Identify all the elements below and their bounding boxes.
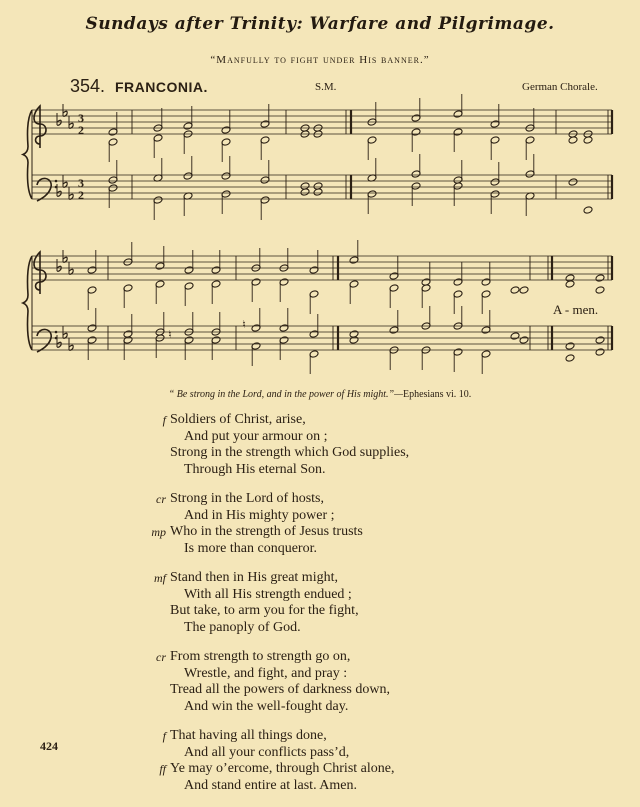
verse-line-text: But take, to arm you for the fight,: [170, 603, 359, 618]
verse-line-text: Strong in the strength which God supplies,: [170, 445, 410, 460]
dynamic-marking: f: [162, 413, 166, 427]
epigraph: “Manfully to fight under His banner.”: [210, 54, 430, 66]
hymn-verses: [151, 412, 590, 807]
dynamic-marking: f: [162, 729, 166, 743]
verse-line-text: From strength to strength go on,: [170, 649, 351, 664]
verse-line-text: And in His mighty power ;: [184, 507, 335, 523]
verse-line: [170, 778, 590, 795]
verse-line: [170, 541, 590, 558]
system-brace: [23, 110, 32, 199]
note-head: [519, 286, 529, 294]
note-head: [510, 286, 520, 294]
bass-clef: [37, 178, 51, 201]
page-title: Sundays after Trinity: Warfare and Pilgrimage.: [85, 14, 555, 34]
flat-sign: [57, 120, 61, 125]
amen-lyric: A - men.: [553, 302, 599, 317]
tune-name: FRANCONIA.: [115, 79, 208, 95]
verse-line-text: With all His strength endued ;: [184, 586, 352, 602]
verse-line: [162, 412, 590, 429]
verse-3: [154, 570, 590, 636]
note-head: [510, 332, 520, 340]
verse-line: [170, 429, 590, 446]
verse-line: [170, 462, 590, 479]
flat-sign: [57, 191, 61, 196]
verse-line: [156, 491, 590, 508]
verse-line-text: Is more than conqueror.: [184, 540, 317, 556]
verse-line-text: Tread all the powers of darkness down,: [170, 682, 390, 697]
verse-line-text: And win the well-fought day.: [184, 698, 349, 714]
flat-sign: [63, 111, 67, 116]
dynamic-marking: cr: [156, 492, 166, 506]
verse-line: [170, 587, 590, 604]
tune-source: German Chorale.: [522, 81, 598, 93]
flat-sign: [69, 345, 73, 350]
note-head: [595, 336, 605, 344]
verse-line-text: Who in the strength of Jesus trusts: [170, 524, 363, 539]
verse-line-text: And put your armour on ;: [184, 428, 328, 444]
note-head: [565, 342, 575, 350]
verse-line-text: Stand then in His great might,: [170, 570, 338, 585]
time-signature: 3: [78, 111, 84, 125]
verse-2: [151, 491, 590, 557]
verse-line-text: And all your conflicts pass’d,: [184, 744, 350, 760]
page-number: 424: [40, 739, 58, 753]
verse-line: [170, 603, 590, 620]
verse-line: [170, 745, 590, 762]
time-signature: 3: [78, 176, 84, 190]
scripture-reference: Ephesians vi. 10.: [402, 389, 472, 400]
note-head: [519, 336, 529, 344]
note-head: [568, 178, 578, 186]
verse-line-text: The panoply of God.: [184, 619, 301, 635]
note-head: [583, 206, 593, 214]
flat-sign: [69, 123, 73, 128]
verse-line: [151, 524, 590, 541]
scripture-text: “ Be strong in the Lord, and in the power of His might.”—: [168, 389, 403, 400]
flat-sign: [63, 257, 67, 262]
bass-clef-dot: [55, 331, 58, 334]
music-score: [0, 0, 640, 385]
verse-line: [170, 699, 590, 716]
note-head: [595, 348, 605, 356]
note-head: [595, 274, 605, 282]
bass-clef-dot: [55, 180, 58, 183]
dynamic-marking: ff: [159, 762, 166, 776]
treble-clef: [34, 106, 46, 148]
time-signature: 2: [78, 188, 84, 202]
verse-line-text: Ye may o’ercome, through Christ alone,: [170, 761, 395, 776]
verse-4: [156, 649, 590, 715]
flat-sign: [57, 342, 61, 347]
flat-sign: [57, 266, 61, 271]
verse-line: [170, 620, 590, 637]
note-head: [565, 354, 575, 362]
verse-line-text: Through His eternal Son.: [184, 461, 326, 477]
verse-line-text: And stand entire at last. Amen.: [184, 777, 358, 793]
treble-clef: [34, 252, 46, 294]
dynamic-marking: mf: [154, 571, 166, 585]
dynamic-marking: mp: [151, 525, 166, 539]
verse-line: [170, 508, 590, 525]
verse-line: [170, 445, 590, 462]
verse-line-text: Soldiers of Christ, arise,: [170, 412, 306, 427]
verse-line: [159, 761, 590, 778]
flat-sign: [63, 182, 67, 187]
hymn-number: 354.: [70, 76, 106, 96]
dynamic-marking: cr: [156, 650, 166, 664]
scripture-quote: [0, 389, 640, 400]
flat-sign: [63, 333, 67, 338]
verse-line-text: Wrestle, and fight, and pray :: [184, 665, 348, 681]
note-head: [595, 286, 605, 294]
bass-clef: [37, 329, 51, 352]
flat-sign: [69, 194, 73, 199]
verse-line: [170, 682, 590, 699]
verse-line: [170, 666, 590, 683]
natural-sign: ♮: [242, 318, 246, 331]
meter: S.M.: [315, 81, 337, 93]
verse-line-text: That having all things done,: [170, 728, 327, 743]
verse-line: [154, 570, 590, 587]
verse-line-text: Strong in the Lord of hosts,: [170, 491, 324, 506]
flat-sign: [69, 269, 73, 274]
system-brace: [23, 256, 32, 350]
verse-line: [162, 728, 590, 745]
verse-5: [159, 728, 590, 794]
verse-1: [162, 412, 590, 478]
natural-sign: ♮: [168, 328, 172, 341]
verse-line: [156, 649, 590, 666]
time-signature: 2: [78, 123, 84, 137]
